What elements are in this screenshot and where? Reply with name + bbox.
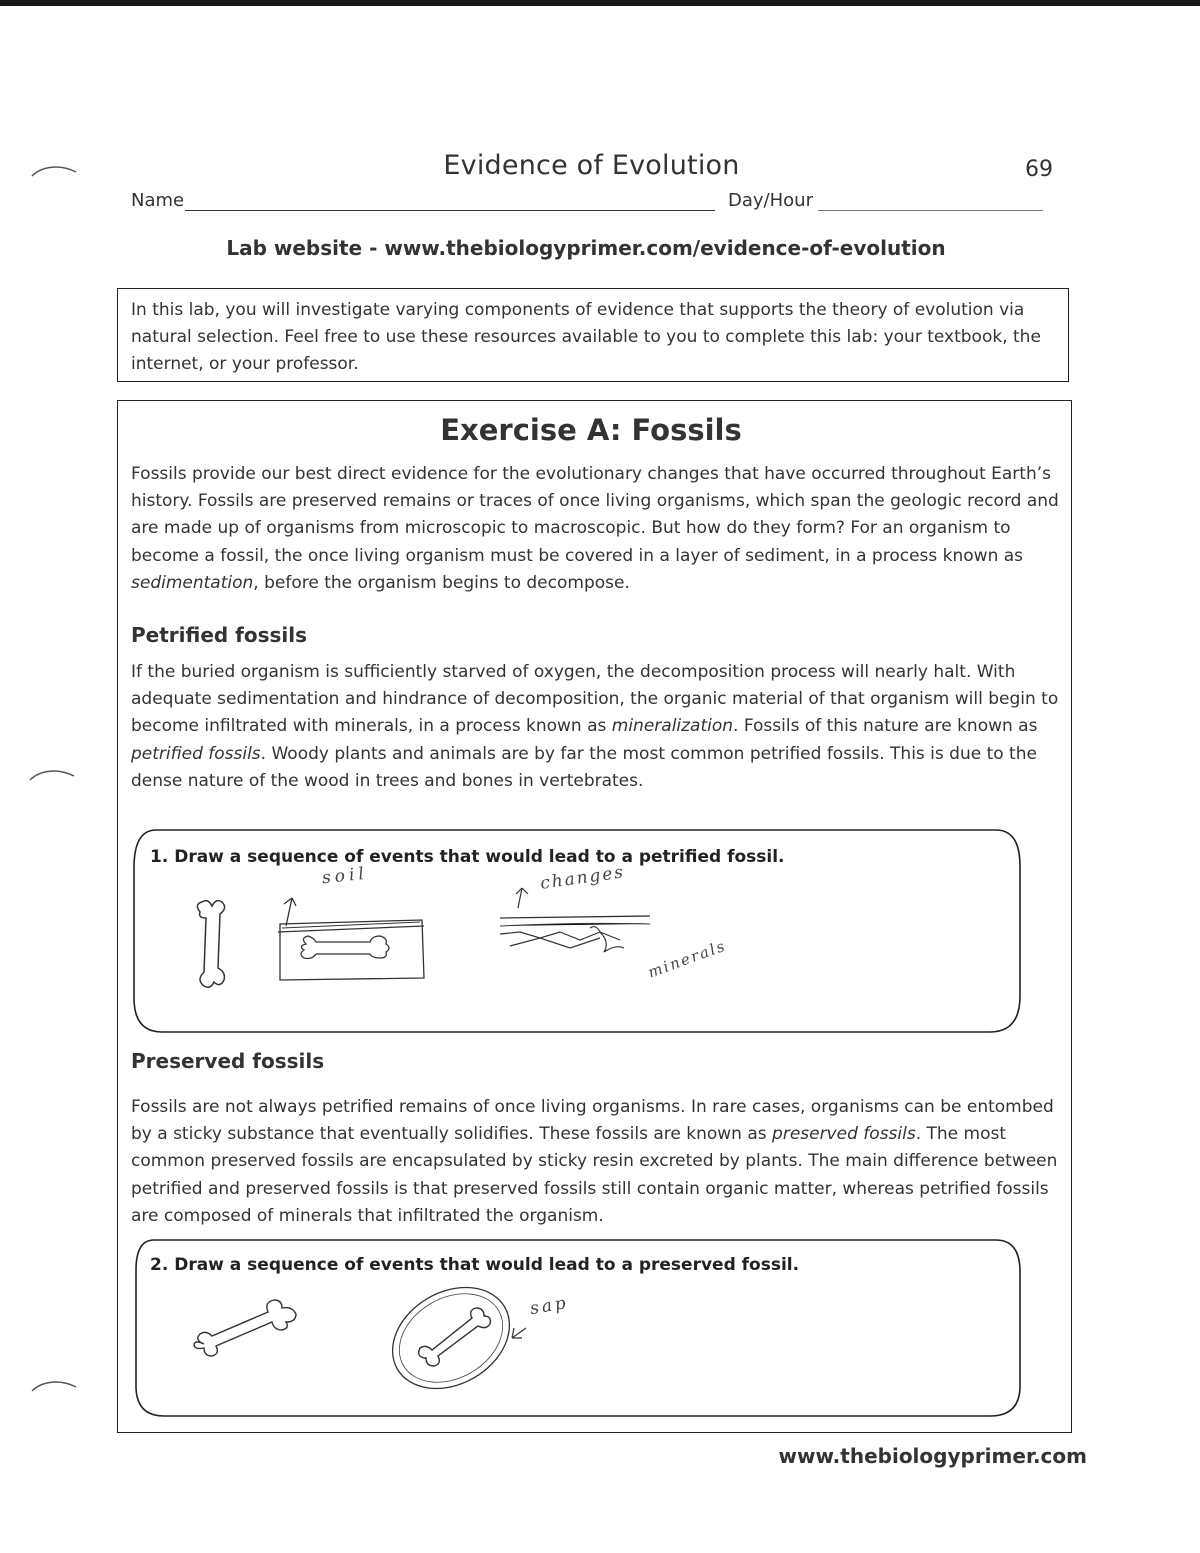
- question1-prompt: 1. Draw a sequence of events that would lead to a petrified fossil.: [150, 847, 785, 867]
- fossils-intro-paragraph: Fossils provide our best direct evidence for the evolutionary changes that have occurred throughout Earth’s history. Fossils are preserved remains or traces of once living organisms, which span the geologic record and are made up of organisms from microscopic to macroscopic. But how do they form? For an organism to become a fossil, the once living organism must be covered in a layer of sediment, in a process known as sedimentation, before the organism begins to decompose.: [131, 464, 1059, 593]
- preserved-heading: Preserved fossils: [131, 1049, 325, 1073]
- intro-text: In this lab, you will investigate varying components of evidence that supports the theory of evolution via natural selection. Feel free to use these resources available to you to complete this lab: your textbook, the internet, or your professor.: [131, 300, 1041, 374]
- lab-website: Lab website - www.thebiologyprimer.com/evidence-of-evolution: [226, 236, 946, 260]
- page-title: Evidence of Evolution: [443, 150, 740, 181]
- sedimentation-term: sedimentation: [131, 572, 254, 593]
- page-number: 69: [1025, 157, 1053, 182]
- preserved-fossils-term: preserved fossils: [772, 1124, 916, 1145]
- top-scan-edge: [0, 0, 1200, 6]
- mineralization-term: mineralization: [611, 716, 734, 737]
- name-field[interactable]: [185, 210, 715, 211]
- petrified-paragraph: If the buried organism is sufficiently starved of oxygen, the decomposition process will nearly halt. With adequate sedimentation and hindrance of decomposition, the organic material of that organism will begin to become infiltrated with minerals, in a process known as mineralization. Fossils of this nature are known as petrified fossils. Woody plants and animals are by far the most common petrified fossils. This is due to the dense nature of the wood in trees and bones in vertebrates.: [131, 662, 1059, 791]
- exercise-title: Exercise A: Fossils: [440, 413, 742, 447]
- handwritten-sap: sap: [528, 1292, 571, 1320]
- day-hour-label: Day/Hour: [728, 190, 813, 211]
- handwritten-changes: changes: [539, 862, 627, 894]
- handwritten-soil: soil: [321, 863, 369, 889]
- petrified-heading: Petrified fossils: [131, 623, 308, 647]
- footer-website: www.thebiologyprimer.com: [778, 1444, 1087, 1468]
- handwritten-minerals: minerals: [645, 936, 729, 982]
- day-hour-field[interactable]: [818, 210, 1043, 211]
- punch-hole-mark: [28, 762, 78, 792]
- punch-hole-mark: [30, 1373, 80, 1403]
- preserved-paragraph: Fossils are not always petrified remains of once living organisms. In rare cases, organisms can be entombed by a sticky substance that eventually solidifies. These fossils are known as preserved fossils. The most common preserved fossils are encapsulated by sticky resin excreted by plants. The main difference between petrified and preserved fossils is that preserved fossils still contain organic matter, whereas petrified fossils are composed of minerals that infiltrated the organism.: [131, 1097, 1058, 1226]
- question2-prompt: 2. Draw a sequence of events that would lead to a preserved fossil.: [150, 1255, 800, 1275]
- name-label: Name: [131, 190, 185, 211]
- petrified-sequence-sketch: [180, 868, 780, 998]
- petrified-fossils-term: petrified fossils: [131, 743, 261, 764]
